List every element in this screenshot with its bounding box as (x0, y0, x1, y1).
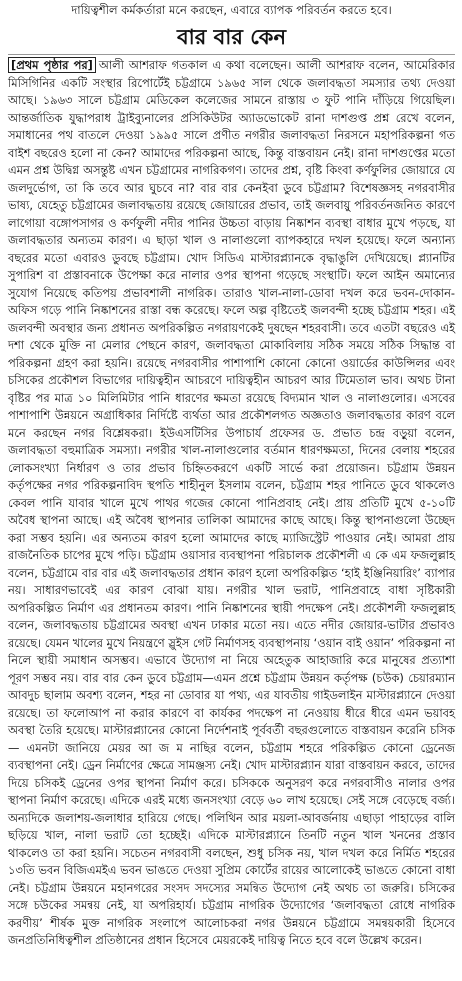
headline-divider (8, 54, 455, 55)
article-headline: বার বার কেন (176, 25, 287, 49)
article-body (8, 57, 455, 950)
previous-article-tail: দায়িত্বশীল কর্মকর্তারা মনে করছেন, এবারে ব্যাপক পরিবর্তন করতে হবে। (71, 3, 392, 17)
article-body-text: আলী আশরাফ গতকাল এ কথা বলেছেন। আলী আশরাফ বলেন, আমেরিকার মিসিগিনির একটি সংস্থার রিপোর্টেই চট্টগ্রামে ১৯৬৫ সাল থেকে জলাবদ্ধতা সমস্যার তথ্য দেওয়া আছে। ১৯৬৩ সালে চট্টগ্রাম মেডিকেল কলেজের সামনে রাস্তায় ৩ ফুট পানি দাঁড়িয়ে গিয়েছিল। আন্তর্জাতিক যুদ্ধাপরাধ ট্রাইব্যুনালের প্রসিকিউটর অ্যাডভোকেট রানা দাশগুপ্ত প্রশ্ন রেখে বলেন, সমাধানের পথ বাতলে দেওয়া ১৯৯৫ সালে প্রণীত নগরীর জলাবদ্ধতা নিরসনে মহাপরিকল্পনা গত বাইশ বছরেও হলো না কেন? আমাদের পরিকল্পনা আছে, কিন্তু বাস্তবায়ন নেই। রানা দাশগুপ্তের মতো এমন প্রশ্ন উদ্বিগ্ন অসন্তুষ্ট এখন চট্টগ্রামের নাগরিকগণ। তাদের প্রশ্ন, বৃষ্টি কিংবা কর্ণফুলির জোয়ারে যে জলদুর্ভোগ, তা কি তবে আর ঘুচবে না? বার বার কেনইবা ডুবে চট্টগ্রাম? বিশেষজ্ঞসহ নগরবাসীর ভাষ্য, যেহেতু চট্টগ্রামের জলাবদ্ধতায় রয়েছে জোয়ারের প্রভাব, তাই জলবায়ু পরিবর্তনজনিত কারণে লাগোয়া বঙ্গোপসাগর ও কর্ণফুলী নদীর পানির উচ্চতা বাড়ায় নিষ্কাশন ব্যবস্থা বাধার মুখে পড়ছে, যা জলাবদ্ধতার অন্যতম কারণ। এ ছাড়া খাল ও নালাগুলো ব্যাপকহারে দখল হয়েছে। ফলে অন্যান্য বছরের মতো এবারও ডুবছে চট্টগ্রাম। খোদ সিডিএ মাস্টারপ্ল্যানকে বৃদ্ধাঙুলি দেখিয়েছে। প্ল্যানটির সুপারিশ বা প্রস্তাবনাকে উপেক্ষা করে নালার ওপর স্থাপনা গড়েছে সংস্থাটি। ফলে আইন অমান্যের সুযোগ নিয়েছে কতিপয় প্রভাবশালী নাগরিক। তারাও খাল-নালা-ডোবা দখল করে ভবন-দোকান-অফিস গড়ে পানি নিষ্কাশনের রাস্তা বন্ধ করেছে। ফলে অল্প বৃষ্টিতেই জলবন্দী হচ্ছে চট্টগ্রাম শহর। এই জলবন্দী অবস্থার জন্য প্রধানত অপরিকল্পিত নগরায়ণকেই দুষছেন শহরবাসী। তবে এতটা বছরেও এই দশা থেকে মুক্তি না মেলার পেছনে কারণ, জলাবদ্ধতা মোকাবিলায় সঠিক সময়ে সঠিক সিদ্ধান্ত বা পরিকল্পনা গ্রহণ করা হয়নি। রয়েছে নগরবাসীর পাশাপাশি কোনো কোনো ওয়ার্ডের কাউন্সিলর এবং চসিকের প্রকৌশল বিভাগের দায়িত্বহীন আচরণে দায়িত্বহীন আচরণ আর টিমেতাল ভাব। অথচ টানা বৃষ্টির পর মাত্র ১০ মিলিমিটার পানি ধারণের ক্ষমতা রয়েছে বিদ্যমান খাল ও নালাগুলোর। এসবের পাশাপাশি উন্নয়নে অগ্রাধিকার নির্দিষ্টে ব্যর্থতা আর প্রকৌশলগত অজ্ঞতাও জলাবদ্ধতার কারণ বলে মনে করছেন নগর বিশ্লেষকরা। ইউএসটিসির উপাচার্য প্রফেসর ড. প্রভাত চন্দ্র বড়ুয়া বলেন, জলাবদ্ধতা বহুমাত্রিক সমস্যা। নগরীর খাল-নালাগুলোর বর্তমান ধারণক্ষমতা, দিনের বেলায় শহরের লোকসংখ্যা নির্ধারণ ও তার প্রভাব চিহ্নিতকরণে একটি সার্ভে করা প্রয়োজন। চট্টগ্রাম উন্নয়ন কর্তৃপক্ষের নগর পরিকল্পনাবিদ স্থপতি শাহীনুল ইসলাম বলেন, চট্টগ্রাম শহর পানিতে ডুবে থাকলেও কেবল পানি যাবার খালে মুখে পাথর গজের কোনো পানিপ্রবাহ নেই। প্রায় প্রতিটি মুখে ৫-১০টি অবৈধ স্থাপনা আছে। এই অবৈধ স্থাপনার তালিকা আমাদের কাছে আছে। কিন্তু স্থাপনাগুলো উচ্ছেদ করা সম্ভব হয়নি। এর অন্যতম কারণ হলো আমাদের কাছে ম্যাজিস্ট্রেট পাওয়ার নেই। আমরা প্রায় রাজনৈতিক চাপের মুখে পড়ি। চট্টগ্রাম ওয়াসার ব্যবস্থাপনা পরিচালক প্রকৌশলী এ কে এম ফজলুল্লাহ বলেন, চট্টগ্রামে বার বার এই জলাবদ্ধতার প্রধান কারণ হলো অপরিকল্পিত ‘হাই ইঞ্জিনিয়ারিং’ ব্যাপার নয়। সাধারণভাবেই এর কারণ বোঝা যায়। নগরীর খাল ভরাট, পানিপ্রবাহে বাধা সৃষ্টিকারী অপরিকল্পিত নির্মাণ এর প্রধানতম কারণ। পানি নিষ্কাশনের স্থায়ী পদক্ষেপ নেই। প্রকৌশলী ফজলুল্লাহ বলেন, জলাবদ্ধতায় চট্টগ্রামের অবস্থা এখন ঢাকার মতো নয়। এতে নদীর জোয়ার-ভাটার প্রভাবও রয়েছে। যেমন খালের মুখে নিয়ন্ত্রণে স্লুইস গেট নির্মাণসহ ব্যবস্থাপনায় ‘ওয়ান বাই ওয়ান’ পরিকল্পনা না নিলে স্থায়ী সমাধান অসম্ভব। এভাবে উদ্যোগ না নিয়ে অহেতুক আহাজারি করে মানুষের প্রত্যাশা পূরণ সম্ভব নয়। বার বার কেন ডুবে চট্টগ্রাম—এমন প্রশ্নে চট্টগ্রাম উন্নয়ন কর্তৃপক্ষ (চউক) চেয়ারম্যান আবদুচ ছালাম অবশ্য বলেন, শহর না ডোবার যা পথ্য, এর যাবতীয় গাইডলাইন মাস্টারপ্ল্যানে দেওয়া রয়েছে। তা ফলোআপ না করার কারণে বা কার্যকর পদক্ষেপ না নেওয়ায় ধীরে ধীরে এমন ভয়াবহ অবস্থা তৈরি হয়েছে। মাস্টারপ্ল্যানের কোনো নির্দেশনাই পূর্ববর্তী বছরগুলোতে বাস্তবায়ন করেনি চসিক— এমনটা জানিয়ে মেয়র আ জ ম নাছির বলেন, চট্টগ্রাম শহরে পরিকল্পিত কোনো ড্রেনেজ ব্যবস্থাপনা নেই। ড্রেন নির্মাণের ক্ষেত্রে সামঞ্জস্য নেই। খোদ মাস্টারপ্ল্যান যারা বাস্তবায়ন করবে, তাদের দিয়ে চসিকই ড্রেনের ওপর স্থাপনা নির্মাণ করে। চসিককে অনুসরণ করে নগরবাসীও নালার ওপর স্থাপনা নির্মাণ করেছে। এদিকে এরই মধ্যে জনসংখ্যা বেড়ে ৬০ লাখ হয়েছে। সেই সঙ্গে বেড়েছে বর্জ্য। অন্যদিকে জলাশয়-জলাধার হারিয়ে গেছে। পলিথিন আর ময়লা-আবর্জনায় এছাড়া পাহাড়ের বালি ছড়িয়ে খাল, নালা ভরাট তো হচ্ছেই। এদিকে মাস্টারপ্ল্যানে তিনটি নতুন খাল খননের প্রস্তাব থাকলেও তা করা হয়নি। সচেতন নগরবাসী বলছেন, শুধু চসিক নয়, খাল দখল করে নির্মিত শহরের ১৩তি ভবন বিজিএমইএ ভবন ভাঙতে দেওয়া সুপ্রিম কোর্টের রায়ের আলোকেই ভাঙতে কোনো বাধা নেই। চট্টগ্রাম উন্নয়নে মহানগরের সংসদ সদস্যের সমন্বিত উদ্যোগ নেই অথচ তা জরুরি। চসিকের সঙ্গে চউকের সমন্বয় নেই, যা অপরিহার্য। চট্টগ্রাম নাগরিক উদ্যোগের ‘জলাবদ্ধতা রোধে নাগরিক করণীয়’ শীর্ষক মুক্ত নাগরিক সংলাপে আলোচকরা নগর উন্নয়নে চট্টগ্রামে সমন্বয়কারী হিসেবে জনপ্রতিনিধিত্বশীল প্রতিষ্ঠানের প্রধান হিসেবে মেয়রকেই দায়িত্ব নিতে হবে বলে উল্লেখ করেন। (8, 58, 455, 947)
continued-from-front-page-label: [প্রথম পৃষ্ঠার পর] (8, 57, 96, 73)
